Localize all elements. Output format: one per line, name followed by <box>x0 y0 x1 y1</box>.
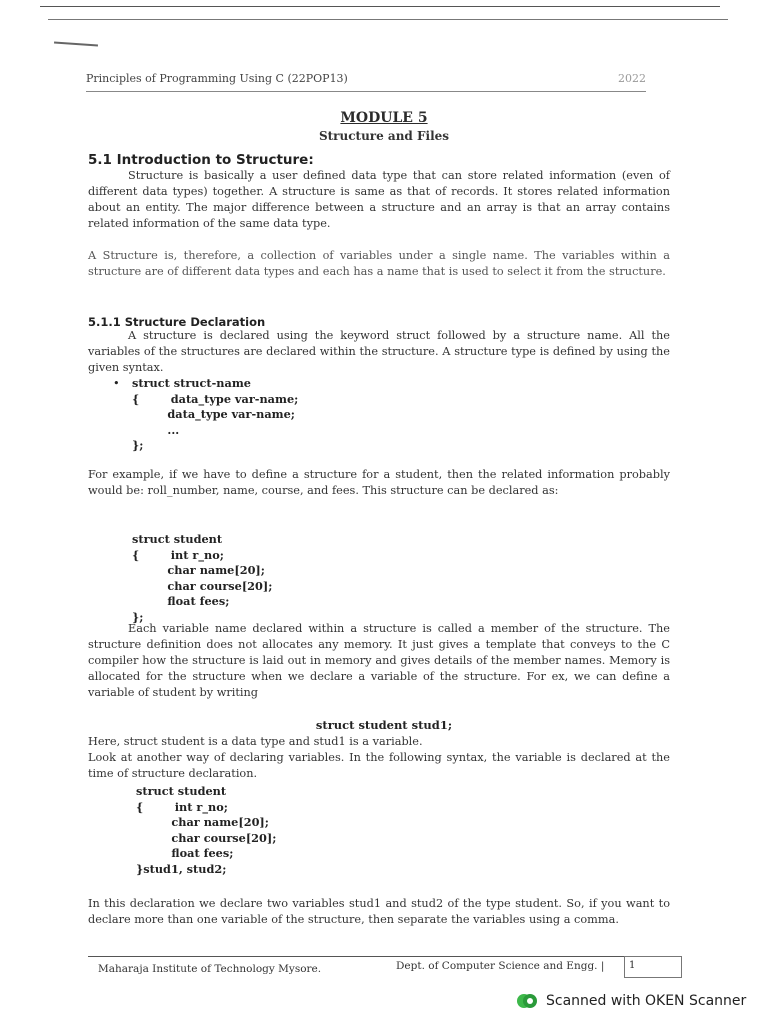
page-header <box>86 72 646 85</box>
footer-department: Dept. of Computer Science and Engg. | <box>396 960 605 972</box>
example-code-block: struct student { int r_no; char name[20]; char course[20]; float fees; }stud1, stud2; <box>136 784 277 876</box>
page-number: 1 <box>629 960 636 971</box>
section-heading: 5.1 Introduction to Structure: <box>88 152 314 168</box>
header-divider <box>86 91 646 92</box>
section-paragraph: Each variable name declared within a structure is called a member of the structure. The structure definition does not allocates any memory. It just gives a template that conveys to the C compiler how the structure is laid out in memory and gives details of the member names. Memory is allocated for the structure when we declare a variable of the structure. For ex, we can define a variable of student by writing <box>88 622 670 699</box>
header-year: 2022 <box>618 72 646 85</box>
module-title: MODULE 5 <box>340 110 428 126</box>
section-paragraph: Structure is basically a user defined data type that can store related information (even of different data types) together. A structure is same as that of records. It stores related information about an entity. The major difference between a structure and an array is that an array contains related information of the same data type. <box>88 169 670 230</box>
course-title: Principles of Programming Using C (22POP13) <box>86 72 348 85</box>
syntax-code-block: struct struct-name { data_type var-name; data_type var-name; ... }; <box>132 376 299 452</box>
footer-divider <box>88 956 680 957</box>
subsection-heading: 5.1.1 Structure Declaration <box>88 315 266 329</box>
scan-artifact-line <box>40 6 720 7</box>
page-number-box <box>624 956 682 978</box>
scanner-label: Scanned with OKEN Scanner <box>546 993 747 1009</box>
section-paragraph: Here, struct student is a data type and stud1 is a variable. <box>88 735 423 748</box>
module-subtitle: Structure and Files <box>318 129 450 143</box>
bullet: • <box>113 377 120 390</box>
footer-institute: Maharaja Institute of Technology Mysore. <box>98 963 322 975</box>
declaration-code: struct student stud1; <box>315 718 453 732</box>
section-paragraph: In this declaration we declare two variables stud1 and stud2 of the type student. So, if you want to declare more than one variable of the structure, then separate the variables using a comma. <box>88 897 670 926</box>
section-paragraph: Look at another way of declaring variables. In the following syntax, the variable is declared at the time of structure declaration. <box>88 751 670 780</box>
section-paragraph: For example, if we have to define a structure for a student, then the related information probably would be: roll_number, name, course, and fees. This structure can be declared as: <box>88 468 670 497</box>
section-paragraph: A structure is declared using the keyword struct followed by a structure name. All the variables of the structures are declared within the structure. A structure type is defined by using the given syntax. <box>88 329 670 374</box>
example-code-block: struct student { int r_no; char name[20]; char course[20]; float fees; }; <box>132 532 273 624</box>
scan-artifact-line <box>48 19 728 20</box>
scan-artifact-line <box>54 41 98 46</box>
section-paragraph: A Structure is, therefore, a collection of variables under a single name. The variables within a structure are of different data types and each has a name that is used to select it from the structure. <box>88 249 670 278</box>
oken-scanner-logo-icon <box>516 990 538 1012</box>
scanner-watermark <box>516 990 746 1012</box>
